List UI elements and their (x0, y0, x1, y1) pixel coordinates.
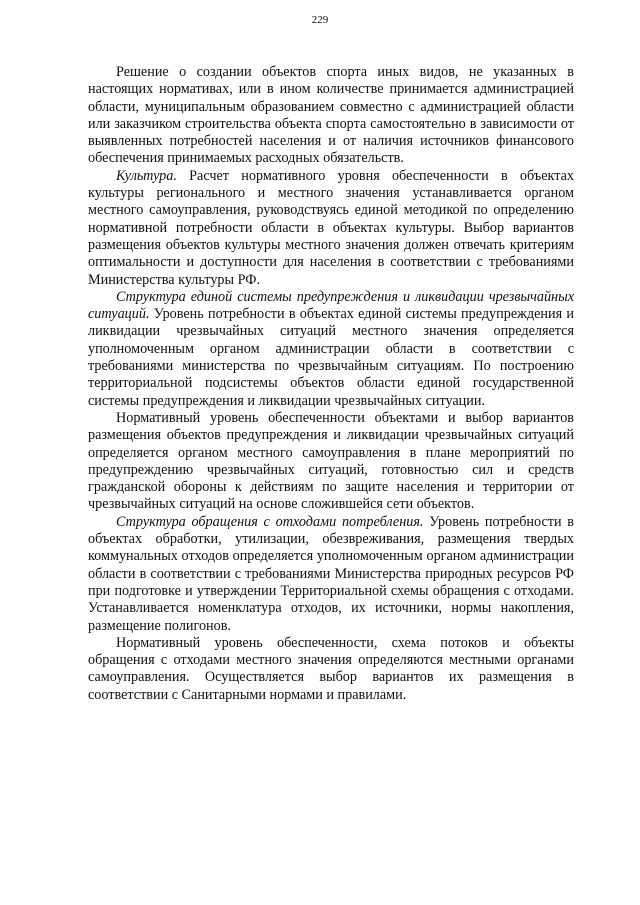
paragraph-text: Уровень потребности в объектах единой системы предупреждения и ликвидации чрезвычайных ситуаций местного значения определяется уполномоченным органом администрации области в соответствии с требованиями министерства по чрезвычайным ситуациям. По построению территориальной подсистемы объектов области единой государственной системы предупреждения и ликвидации чрезвычайных ситуации. (88, 306, 574, 409)
paragraph-emergency-provision (88, 410, 574, 514)
paragraph-text: Уровень потребности в объектах обработки, утилизации, обезвреживания, размещения твердых коммунальных отходов определяется уполномоченным органом администрации области в соответствии с требованиями Министерства природных ресурсов РФ при подготовке и утверждении Территориальной схемы обращения с отходами. Устанавливается номенклатура отходов, их источники, нормы накопления, размещение полигонов. (88, 513, 574, 634)
paragraph-heading: Структура обращения с отходами потребления. (116, 513, 424, 530)
paragraph-sport-objects (88, 64, 574, 168)
paragraph-emergency-structure (88, 289, 574, 410)
page-number: 229 (311, 14, 329, 26)
document-body (88, 64, 574, 704)
paragraph-heading: Культура. (116, 167, 177, 184)
paragraph-culture (88, 168, 574, 289)
paragraph-text: Нормативный уровень обеспеченности, схема потоков и объекты обращения с отходами местного значения определяются местными органами самоуправления. Осуществляется выбор вариантов их размещения в соответствии с Санитарными нормами и правилами. (88, 634, 574, 703)
paragraph-waste-structure (88, 514, 574, 635)
paragraph-heading: Структура единой системы предупреждения и ликвидации чрезвычайных ситуаций. (88, 288, 574, 323)
paragraph-text: Решение о создании объектов спорта иных видов, не указанных в настоящих нормативах, или в ином количестве принимается администрацией области, муниципальным образованием совместно с администрацией области или заказчиком строительства объекта спорта самостоятельно в зависимости от выявленных потребностей населения и от наличия источников финансового обеспечения принимаемых расходных обязательств. (88, 64, 574, 167)
paragraph-waste-provision (88, 635, 574, 704)
paragraph-text: Расчет нормативного уровня обеспеченности в объектах культуры регионального и местного значения устанавливается органом местного самоуправления, руководствуясь единой методикой по определению нормативной потребности области в объектах культуры. Выбор вариантов размещения объектов культуры местного значения должен отвечать критериям оптимальности и доступности для населения в соответствии с требованиями Министерства культуры РФ. (88, 167, 574, 288)
paragraph-text: Нормативный уровень обеспеченности объектами и выбор вариантов размещения объектов предупреждения и ликвидации чрезвычайных ситуаций определяется органом местного самоуправления в плане мероприятий по предупреждению чрезвычайных ситуаций, готовностью сил и средств гражданской обороны к действиям по защите населения и территории от чрезвычайных ситуаций на основе сложившейся сети объектов. (88, 409, 574, 513)
